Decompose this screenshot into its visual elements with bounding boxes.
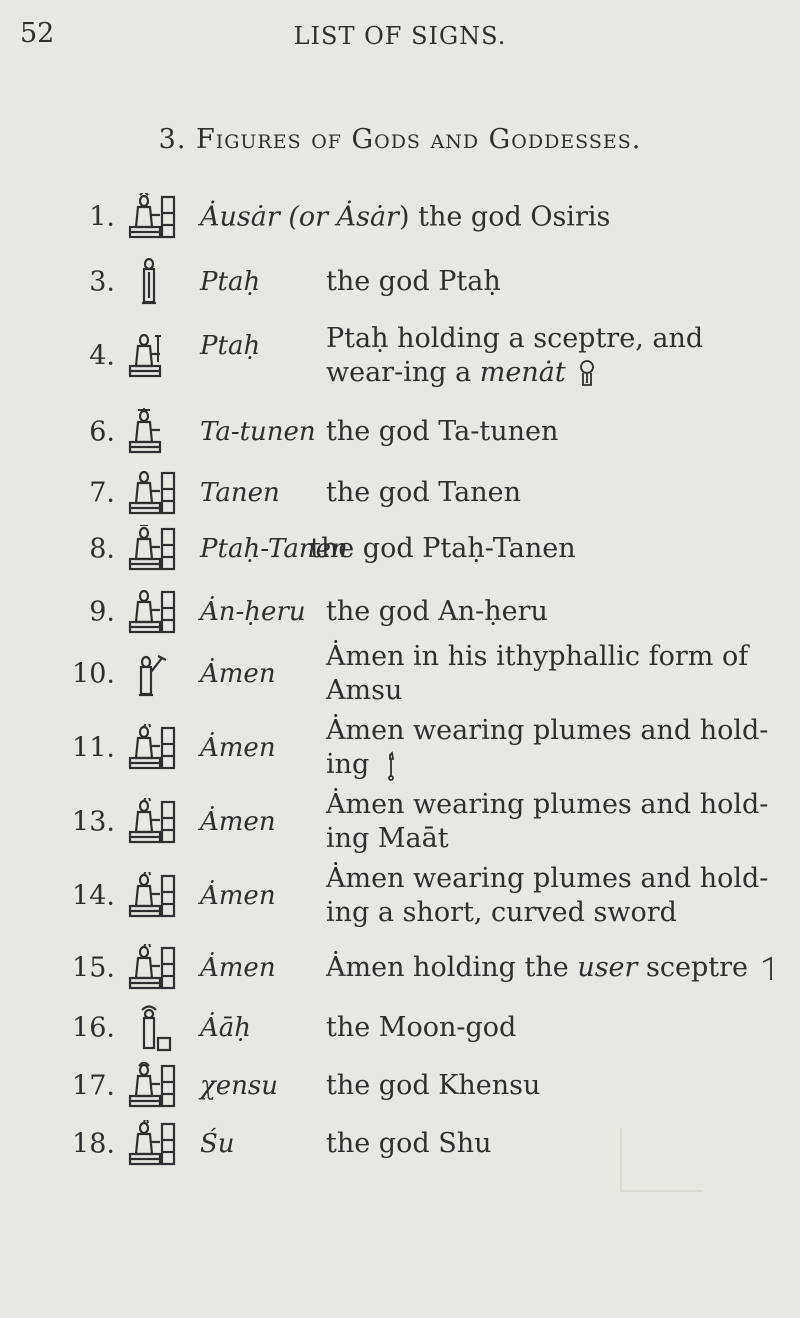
entry-number: 11. bbox=[72, 732, 115, 764]
entry-meaning: Ȧmen wearing plumes and hold-ing Maāt bbox=[326, 789, 769, 854]
entry-name: Ptaḥ bbox=[200, 331, 261, 362]
standing-god-ptah-glyph bbox=[122, 258, 177, 306]
entry-number: 1. bbox=[89, 201, 115, 233]
sign-entry-3 bbox=[0, 258, 800, 306]
entry-name: Ȧmen bbox=[200, 881, 276, 911]
entry-name: Ȧn-ḥeru bbox=[200, 597, 306, 627]
entry-meaning: Ȧmen wearing plumes and hold-ing a short, curved sword bbox=[326, 863, 769, 928]
entry-name: Ȧmen bbox=[200, 733, 276, 763]
entry-number: 16. bbox=[72, 1012, 115, 1044]
paper-stain bbox=[620, 1128, 702, 1192]
sign-entry-1 bbox=[0, 194, 800, 240]
entry-name: Śu bbox=[200, 1129, 235, 1159]
entry-number: 17. bbox=[72, 1070, 115, 1102]
sign-entry-16 bbox=[0, 1002, 800, 1054]
entry-number: 4. bbox=[89, 340, 115, 372]
seated-god-osiris-glyph bbox=[122, 193, 177, 241]
entry-number: 18. bbox=[72, 1128, 115, 1160]
entry-name: Ȧusȧr (or Ȧsȧr) the god Osiris bbox=[200, 201, 611, 233]
seated-ptah-sceptre-glyph bbox=[122, 332, 177, 380]
seated-amen-maat-glyph bbox=[122, 798, 177, 846]
user-sceptre-icon bbox=[757, 954, 783, 984]
entry-meaning: the god Ptaḥ bbox=[326, 266, 501, 297]
page-number: 52 bbox=[20, 18, 55, 49]
entry-name: Ptaḥ-Tanen bbox=[200, 534, 348, 564]
entry-meaning: the god Ta-tunen bbox=[326, 416, 559, 447]
sign-entry-10 bbox=[0, 640, 800, 708]
sign-entry-15 bbox=[0, 942, 800, 994]
standing-amen-amsu-glyph bbox=[122, 650, 177, 698]
sign-entry-14 bbox=[0, 860, 800, 932]
seated-khensu-glyph bbox=[122, 1062, 177, 1110]
seated-tanen-glyph bbox=[122, 469, 177, 517]
entry-name: Ȧmen bbox=[200, 953, 276, 983]
entry-number: 7. bbox=[89, 477, 115, 509]
entry-number: 3. bbox=[89, 266, 115, 298]
sign-entry-13 bbox=[0, 786, 800, 858]
running-head: LIST OF SIGNS. bbox=[293, 22, 507, 50]
entry-meaning: the god Ptaḥ-Tanen bbox=[310, 533, 576, 564]
section-title: 3. Figures of Gods and Goddesses. bbox=[158, 124, 642, 155]
menat-icon bbox=[574, 359, 600, 389]
entry-name: Ȧāḥ bbox=[200, 1013, 252, 1043]
seated-amen-user-glyph bbox=[122, 944, 177, 992]
entry-name: Ta-tunen bbox=[200, 417, 316, 447]
entry-meaning: the god An-ḥeru bbox=[326, 596, 548, 627]
entry-name: Ptaḥ bbox=[200, 267, 261, 297]
entry-number: 10. bbox=[72, 658, 115, 690]
entry-number: 15. bbox=[72, 952, 115, 984]
seated-shu-glyph bbox=[122, 1120, 177, 1168]
sign-entry-11 bbox=[0, 712, 800, 784]
entry-meaning: Ȧmen wearing plumes and hold-ing bbox=[326, 715, 769, 780]
seated-amen-sword-glyph bbox=[122, 872, 177, 920]
entry-meaning: Ȧmen holding the user sceptre bbox=[326, 951, 786, 985]
seated-anheru-glyph bbox=[122, 588, 177, 636]
entry-name: Ȧmen bbox=[200, 659, 276, 689]
entry-name: χensu bbox=[200, 1071, 278, 1101]
entry-number: 13. bbox=[72, 806, 115, 838]
sceptre-icon bbox=[378, 751, 404, 781]
entry-meaning: the Moon-god bbox=[326, 1012, 517, 1043]
entry-meaning: Ȧmen in his ithyphallic form of Amsu bbox=[326, 641, 749, 706]
sign-entry-9 bbox=[0, 588, 800, 636]
entry-number: 6. bbox=[89, 416, 115, 448]
entry-meaning: the god Tanen bbox=[326, 477, 521, 508]
entry-meaning: the god Shu bbox=[326, 1128, 492, 1159]
sign-entry-8 bbox=[0, 524, 800, 574]
seated-ptah-tanen-glyph bbox=[122, 525, 177, 573]
sign-entry-7 bbox=[0, 468, 800, 518]
sign-entry-6 bbox=[0, 408, 800, 456]
seated-tatunen-glyph bbox=[122, 408, 177, 456]
entry-name: Ȧmen bbox=[200, 807, 276, 837]
seated-amen-plumes-glyph bbox=[122, 724, 177, 772]
standing-moon-god-glyph bbox=[122, 1004, 177, 1052]
sign-entry-4 bbox=[0, 316, 800, 396]
entry-meaning: Ptaḥ holding a sceptre, and wear-ing a menȧt bbox=[326, 323, 704, 388]
entry-meaning: the god Khensu bbox=[326, 1070, 541, 1101]
entry-name: Tanen bbox=[200, 478, 280, 508]
sign-entry-17 bbox=[0, 1060, 800, 1112]
entry-number: 8. bbox=[89, 533, 115, 565]
entry-number: 14. bbox=[72, 880, 115, 912]
page-header bbox=[0, 18, 800, 58]
entry-number: 9. bbox=[89, 596, 115, 628]
